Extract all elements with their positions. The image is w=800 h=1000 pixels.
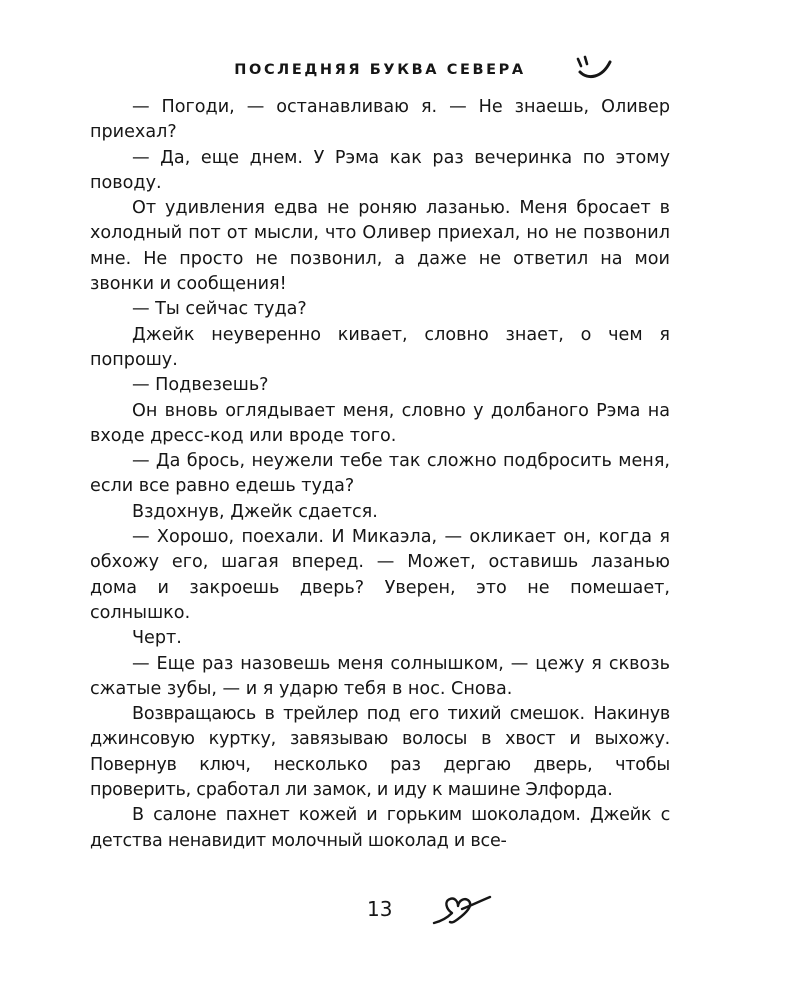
paragraph: — Погоди, — останавливаю я. — Не знаешь, Оливер приехал?: [90, 97, 670, 143]
paragraph: — Еще раз назовешь меня солнышком, — цежу я сквозь сжатые зубы, — и я ударю тебя в нос. Снова.: [90, 653, 670, 699]
paragraph: — Хорошо, поехали. И Микаэла, — окликает он, когда я обхожу его, шагая вперед. — Может, оставишь лазанью дома и закроешь дверь? Уверен, это не помешает, солнышко.: [90, 527, 670, 623]
paragraph: Джейк неуверенно кивает, словно знает, о чем я попрошу.: [90, 324, 670, 370]
paragraph: Вздохнув, Джейк сдается.: [132, 501, 378, 522]
paragraph: Черт.: [132, 628, 182, 649]
paragraph: Он вновь оглядывает меня, словно у долбаного Рэма на входе дресс-код или вроде того.: [90, 400, 670, 446]
paragraph: От удивления едва не роняю лазанью. Меня бросает в холодный пот от мысли, что Оливер приехал, но не позвонил мне. Не просто не позвонил, а даже не ответил на мои звонки и сообщения!: [90, 198, 670, 295]
paragraph: — Ты сейчас туда?: [132, 299, 307, 320]
body-text: [90, 95, 670, 854]
paragraph: В салоне пахнет кожей и горьким шоколадом. Джейк с детства ненавидит молочный шоколад и все-: [90, 805, 670, 851]
paragraph: — Подвезешь?: [132, 375, 269, 396]
page-footer: [340, 893, 500, 933]
paragraph: — Да брось, неужели тебе так сложно подбросить меня, если все равно едешь туда?: [90, 451, 670, 497]
page-number: 13: [367, 897, 393, 921]
paragraph: — Да, еще днем. У Рэма как раз вечеринка по этому поводу.: [90, 147, 670, 193]
heart-doodle-icon: [432, 893, 494, 927]
smile-doodle-icon: [574, 50, 614, 84]
paragraph: Возвращаюсь в трейлер под его тихий смешок. Накинув джинсовую куртку, завязываю волосы в хвост и выхожу. Повернув ключ, несколько раз дергаю дверь, чтобы проверить, сработал ли замок, и иду к машине Элфорда.: [90, 704, 670, 801]
running-head-title: ПОСЛЕДНЯЯ БУКВА СЕВЕРА: [234, 62, 526, 78]
